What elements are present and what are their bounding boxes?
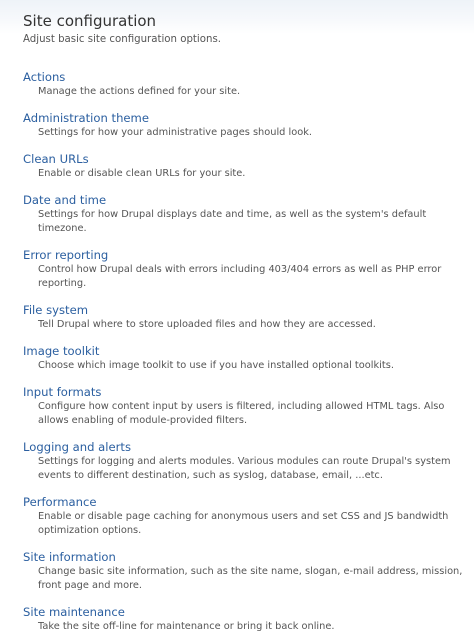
actions-description: Manage the actions defined for your site. <box>38 86 241 97</box>
site-maintenance-link[interactable]: Site maintenance <box>23 605 125 619</box>
config-item-input-formats <box>23 381 463 428</box>
image-toolkit-link[interactable]: Image toolkit <box>23 344 100 358</box>
error-reporting-description: Control how Drupal deals with errors including 403/404 errors as well as PHP error reporting. <box>38 264 442 289</box>
page-title: Site configuration <box>23 12 157 30</box>
performance-description: Enable or disable page caching for anonymous users and set CSS and JS bandwidth optimization options. <box>38 511 449 536</box>
config-item-administration-theme <box>23 107 463 140</box>
config-item-list <box>23 66 463 634</box>
site-information-link[interactable]: Site information <box>23 550 116 564</box>
error-reporting-link[interactable]: Error reporting <box>23 248 109 262</box>
site-information-description: Change basic site information, such as the site name, slogan, e-mail address, mission, front page and more. <box>38 566 463 591</box>
date-and-time-description: Settings for how Drupal displays date and time, as well as the system's default timezone. <box>38 209 427 234</box>
config-item-actions <box>23 66 463 99</box>
page-description: Adjust basic site configuration options. <box>23 34 221 45</box>
performance-link[interactable]: Performance <box>23 495 97 509</box>
file-system-description: Tell Drupal where to store uploaded files and how they are accessed. <box>38 319 376 330</box>
actions-link[interactable]: Actions <box>23 70 66 84</box>
config-item-clean-urls <box>23 148 463 181</box>
clean-urls-description: Enable or disable clean URLs for your site. <box>38 168 246 179</box>
clean-urls-link[interactable]: Clean URLs <box>23 152 89 166</box>
logging-and-alerts-description: Settings for logging and alerts modules. Various modules can route Drupal's system events to different destination, such as syslog, database, email, ...etc. <box>38 456 451 481</box>
file-system-link[interactable]: File system <box>23 303 88 317</box>
image-toolkit-description: Choose which image toolkit to use if you have installed optional toolkits. <box>38 360 394 371</box>
config-item-logging-and-alerts <box>23 436 463 483</box>
input-formats-link[interactable]: Input formats <box>23 385 102 399</box>
config-item-site-maintenance <box>23 601 463 634</box>
site-maintenance-description: Take the site off-line for maintenance or bring it back online. <box>38 621 335 632</box>
config-item-date-and-time <box>23 189 463 236</box>
input-formats-description: Configure how content input by users is filtered, including allowed HTML tags. Also allows enabling of module-provided filters. <box>38 401 445 426</box>
config-item-image-toolkit <box>23 340 463 373</box>
date-and-time-link[interactable]: Date and time <box>23 193 107 207</box>
administration-theme-description: Settings for how your administrative pages should look. <box>38 127 313 138</box>
logging-and-alerts-link[interactable]: Logging and alerts <box>23 440 131 454</box>
config-item-site-information <box>23 546 463 593</box>
config-item-file-system <box>23 299 463 332</box>
administration-theme-link[interactable]: Administration theme <box>23 111 149 125</box>
config-item-performance <box>23 491 463 538</box>
site-configuration-panel <box>23 11 463 642</box>
config-item-error-reporting <box>23 244 463 291</box>
